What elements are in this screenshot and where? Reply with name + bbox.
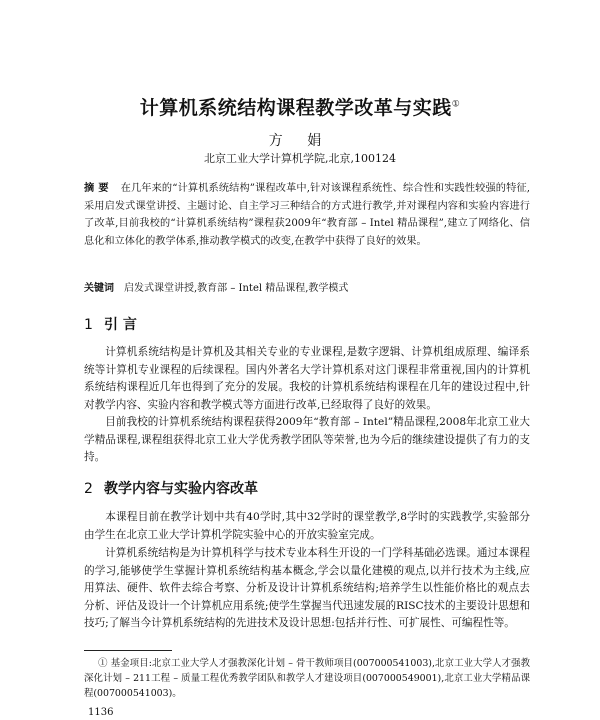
- footnote-divider: [84, 650, 172, 651]
- body-paragraph: 本课程目前在教学计划中共有40学时,其中32学时的课堂教学,8学时的实践教学,实验部分由学生在北京工业大学计算机学院实验中心的开放实验室完成。: [84, 511, 530, 541]
- abstract: [84, 180, 530, 250]
- title-footnote-mark: ①: [451, 99, 461, 110]
- abstract-text: 在几年来的“计算机系统结构”课程改革中,针对该课程系统性、综合性和实践性较强的特征,采用启发式课堂讲授、主题讨论、自主学习三种结合的方式进行教学,并对课程内容和实验内容进行了改革,目前我校的“计算机系统结构”课程获2009年“教育部 – Intel 精品课程”,建立了网络化、信息化和立体化的教学体系,推动教学模式的改变,在教学中获得了良好的效果。: [84, 183, 531, 247]
- body-paragraph: 计算机系统结构是计算机及其相关专业的专业课程,是数字逻辑、计算机组成原理、编译系统等计算机专业课程的后续课程。国内外著名大学计算机系对这门课程非常重视,国内的计算机系统结构课程近几年也得到了充分的发展。我校的计算机系统结构课程在几年的建设过程中,针对教学内容、实验内容和教学模式等方面进行改革,已经取得了良好的效果。: [84, 346, 530, 411]
- page-number: 1136: [88, 707, 114, 718]
- section-number: 2: [84, 481, 93, 497]
- section-title: 引 言: [104, 317, 137, 333]
- author-name: 方 娟: [268, 133, 332, 149]
- section-heading-2: [84, 478, 258, 498]
- title-text: 计算机系统结构课程教学改革与实践: [139, 97, 452, 119]
- author-affiliation: 北京工业大学计算机学院,北京,100124: [204, 152, 396, 165]
- body-paragraph: 计算机系统结构是为计算机科学与技术专业本科生开设的一门学科基础必选课。通过本课程的学习,能够使学生掌握计算机系统结构基本概念,学会以量化建模的观点,以并行技术为主线,应用算法、硬件、软件去综合考察、分析及设计计算机系统结构;培养学生以性能价格比的观点去分析、评估及设计一个计算机应用系统;使学生掌握当代迅速发展的RISC技术的主要设计思想和技巧;了解当今计算机系统结构的先进技术及设计思想:包括并行性、可扩展性、可编程性等。: [84, 547, 530, 630]
- abstract-label: 摘要: [84, 183, 113, 194]
- paper-title: [0, 93, 600, 120]
- section-heading-1: [84, 314, 137, 334]
- section-title: 教学内容与实验内容改革: [104, 481, 258, 497]
- keywords-text: 启发式课堂讲授,教育部 – Intel 精品课程,教学模式: [124, 283, 349, 294]
- keywords: [84, 279, 530, 294]
- keywords-label: 关键词: [84, 283, 114, 294]
- section-number: 1: [84, 317, 93, 333]
- body-paragraph: 目前我校的计算机系统结构课程获得2009年“教育部 – Intel”精品课程,2008年北京工业大学精品课程,课程组获得北京工业大学优秀教学团队等荣誉,也为今后的继续建设提供了有力的支持。: [84, 416, 530, 464]
- footnote: ① 基金项目:北京工业大学人才强教深化计划 – 骨干教师项目(007000541003),北京工业大学人才强教深化计划 – 211工程 – 质量工程优秀教学团队和教学人才建设项目(007000549001),北京工业大学精品课程(007000541003)。: [84, 658, 530, 699]
